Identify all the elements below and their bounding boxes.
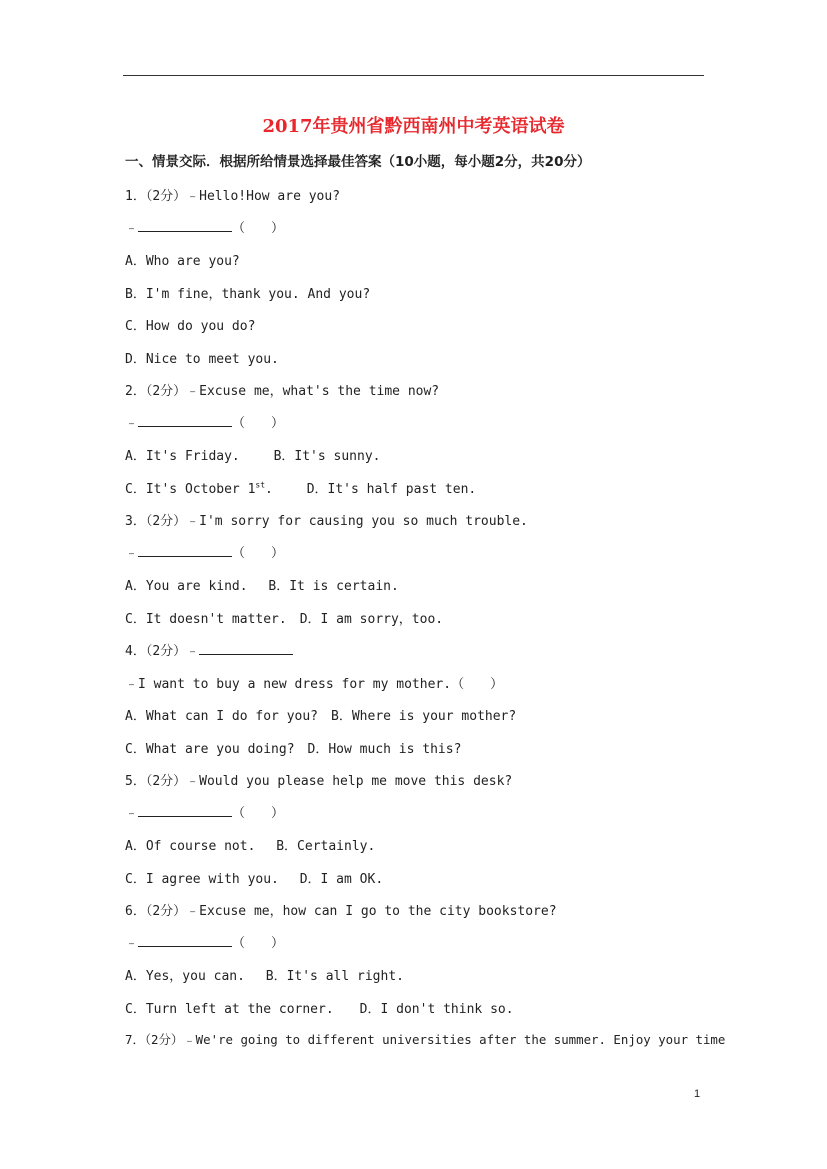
question-6: 6．（2分）﹣Excuse me，how can I go to the city bookstore? (125, 904, 557, 919)
option-c: C．How do you do? (125, 319, 256, 334)
option-a: A．Who are you? (125, 254, 240, 269)
options-ab: A．What can I do for you? B．Where is your mother? (125, 709, 517, 724)
answer-blank (138, 934, 232, 947)
question-3: 3．（2分）﹣I'm sorry for causing you so much trouble. (125, 514, 528, 529)
question-2: 2．（2分）﹣Excuse me，what's the time now? (125, 384, 440, 399)
options-cd: C．It doesn't matter. D．I am sorry，too. (125, 612, 444, 627)
answer-blank (138, 219, 232, 232)
question-1: 1．（2分）﹣Hello!How are you? (125, 189, 341, 204)
section-heading: 一、情景交际．根据所给情景选择最佳答案（10小题，每小题2分，共20分） (125, 154, 591, 170)
options-cd: C．Turn left at the corner. D．I don't think so. (125, 1002, 514, 1017)
question-7: 7．（2分）﹣We're going to different universities after the summer. Enjoy your time (125, 1032, 726, 1047)
option-d: D．Nice to meet you. (125, 352, 279, 367)
answer-blank (138, 804, 232, 817)
options-cd: C．What are you doing? D．How much is this? (125, 742, 462, 757)
question-5-reply: ﹣ （ ） (125, 806, 285, 821)
options-cd: C．It's October 1st. D．It's half past ten. (125, 480, 477, 497)
question-4-reply: ﹣I want to buy a new dress for my mother.（ ） (125, 677, 504, 692)
option-b: B．I'm fine，thank you. And you? (125, 287, 371, 302)
options-ab: A．You are kind. B．It is certain. (125, 579, 399, 594)
question-6-reply: ﹣ （ ） (125, 936, 285, 951)
question-5: 5．（2分）﹣Would you please help me move this desk? (125, 774, 513, 789)
options-ab: A．Yes，you can. B．It's all right. (125, 969, 404, 984)
answer-blank (138, 414, 232, 427)
question-4: 4．（2分）﹣ (125, 640, 293, 659)
question-1-reply: ﹣ （ ） (125, 221, 285, 236)
options-ab: A．It's Friday. B．It's sunny. (125, 449, 381, 464)
question-2-reply: ﹣ （ ） (125, 416, 285, 431)
exam-title: 2017年贵州省黔西南州中考英语试卷 (262, 116, 565, 137)
question-3-reply: ﹣ （ ） (125, 546, 285, 561)
answer-blank (199, 642, 293, 655)
answer-blank (138, 544, 232, 557)
options-ab: A．Of course not. B．Certainly. (125, 839, 376, 854)
options-cd: C．I agree with you. D．I am OK. (125, 872, 384, 887)
page-number: 1 (694, 1088, 701, 1100)
header-rule (123, 75, 704, 76)
